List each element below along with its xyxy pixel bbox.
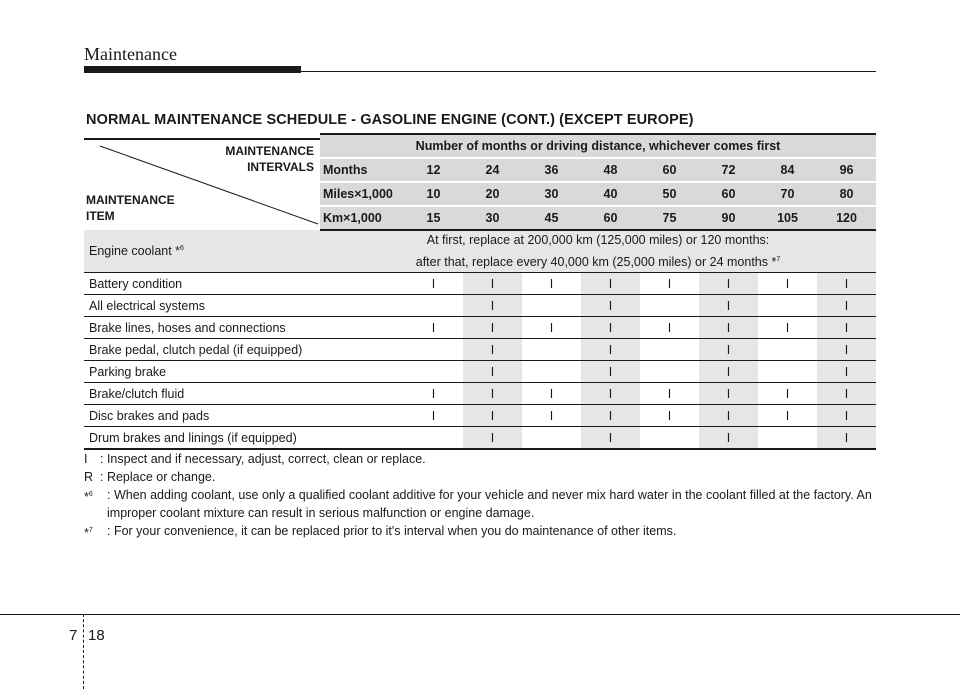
interval-value: 48 (581, 158, 640, 182)
item-name: Battery condition (84, 273, 320, 295)
item-name: Brake lines, hoses and connections (84, 317, 320, 339)
coolant-line-2 (320, 250, 876, 272)
legend-key-sup: 7 (88, 527, 93, 534)
inspection-mark: I (758, 383, 817, 405)
interval-value: 15 (404, 206, 463, 230)
inspection-mark: I (463, 361, 522, 383)
legend-key-sup: 6 (88, 491, 93, 498)
inspection-mark: I (699, 405, 758, 427)
inspection-mark: I (640, 383, 699, 405)
inspection-mark: I (463, 427, 522, 450)
inspection-mark (404, 295, 463, 317)
inspection-mark: I (463, 317, 522, 339)
inspection-mark: I (817, 383, 876, 405)
item-name: All electrical systems (84, 295, 320, 317)
legend-text: : When adding coolant, use only a qualified coolant additive for your vehicle and never mix hard water in the coolant filled at the factory. An improper coolant mixture can result in serious malfunction or engine damage. (107, 488, 872, 520)
interval-value: 45 (522, 206, 581, 230)
interval-value: 60 (581, 206, 640, 230)
inspection-mark: I (817, 339, 876, 361)
inspection-mark: I (699, 317, 758, 339)
table-row (84, 361, 876, 383)
inspection-mark: I (817, 361, 876, 383)
inspection-mark: I (817, 427, 876, 450)
inspection-mark: I (699, 427, 758, 450)
coolant-instruction (320, 230, 876, 273)
inspection-mark: I (817, 273, 876, 295)
interval-value: 50 (640, 182, 699, 206)
header-rule-thick (84, 66, 301, 73)
interval-value: 30 (463, 206, 522, 230)
legend-text: : Inspect and if necessary, adjust, correct, clean or replace. (100, 452, 426, 466)
interval-value: 120 (817, 206, 876, 230)
interval-value: 90 (699, 206, 758, 230)
item-name: Brake/clutch fluid (84, 383, 320, 405)
inspection-mark (758, 361, 817, 383)
table-row (84, 317, 876, 339)
inspection-mark: I (522, 317, 581, 339)
inspection-mark: I (404, 317, 463, 339)
legend-key-text: R (84, 470, 94, 484)
interval-value: 60 (640, 158, 699, 182)
inspection-mark: I (404, 405, 463, 427)
item-name: Parking brake (84, 361, 320, 383)
legend-key (84, 450, 87, 468)
inspection-mark (758, 427, 817, 450)
spacer-cell (320, 405, 404, 427)
inspection-mark (404, 339, 463, 361)
spacer-cell (320, 339, 404, 361)
coolant-item-name (84, 230, 320, 273)
item-name: Brake pedal, clutch pedal (if equipped) (84, 339, 320, 361)
inspection-mark: I (522, 405, 581, 427)
interval-value: 80 (817, 182, 876, 206)
inspection-mark: I (640, 317, 699, 339)
inspection-mark: I (581, 339, 640, 361)
inspection-mark: I (404, 383, 463, 405)
spacer-cell (320, 383, 404, 405)
inspection-mark: I (581, 317, 640, 339)
footer-rule (0, 614, 960, 615)
maintenance-schedule-table (84, 133, 876, 450)
table-row (84, 273, 876, 295)
coolant-line-1: At first, replace at 200,000 km (125,000 miles) or 120 months: (426, 233, 770, 247)
inspection-mark: I (581, 383, 640, 405)
coolant-line-2-sup: 7 (776, 256, 781, 263)
legend-key (84, 468, 93, 486)
inspection-mark: I (640, 273, 699, 295)
inspection-mark: I (699, 295, 758, 317)
item-name: Drum brakes and linings (if equipped) (84, 427, 320, 450)
legend-text: : For your convenience, it can be replaced prior to it's interval when you do maintenance of other items. (107, 524, 677, 538)
inspection-mark: I (817, 317, 876, 339)
interval-value: 105 (758, 206, 817, 230)
inspection-mark: I (758, 405, 817, 427)
legend-key (84, 486, 93, 506)
spacer-cell (320, 273, 404, 295)
inspection-mark (522, 295, 581, 317)
chapter-number: 7 (69, 627, 78, 644)
interval-value: 96 (817, 158, 876, 182)
inspection-mark: I (522, 383, 581, 405)
inspection-mark: I (817, 295, 876, 317)
inspection-mark: I (817, 405, 876, 427)
inspection-mark (522, 361, 581, 383)
inspection-mark (640, 295, 699, 317)
header-rule-thin (301, 71, 876, 72)
interval-row-label: Miles×1,000 (320, 182, 404, 206)
interval-header: Number of months or driving distance, whichever comes first (320, 134, 876, 158)
item-name: Disc brakes and pads (84, 405, 320, 427)
inspection-mark: I (581, 273, 640, 295)
legend-key-text: * (84, 526, 89, 541)
legend-note (84, 468, 884, 486)
inspection-mark: I (404, 273, 463, 295)
inspection-mark: I (640, 405, 699, 427)
inspection-mark (522, 427, 581, 450)
inspection-mark: I (463, 273, 522, 295)
spacer-cell (320, 427, 404, 450)
inspection-mark: I (581, 361, 640, 383)
inspection-mark: I (699, 339, 758, 361)
inspection-mark: I (463, 383, 522, 405)
interval-value: 10 (404, 182, 463, 206)
interval-row-label: Months (320, 158, 404, 182)
footer-divider (83, 614, 84, 689)
table-corner-header (84, 134, 320, 230)
inspection-mark: I (581, 427, 640, 450)
inspection-mark (640, 427, 699, 450)
inspection-mark: I (699, 383, 758, 405)
inspection-mark: I (699, 361, 758, 383)
table-row (84, 405, 876, 427)
legend-key-text: * (84, 490, 89, 505)
interval-value: 12 (404, 158, 463, 182)
coolant-line-2-text: after that, replace every 40,000 km (25,000 miles) or 24 months * (415, 255, 777, 270)
interval-value: 40 (581, 182, 640, 206)
inspection-mark: I (463, 405, 522, 427)
coolant-name-text: Engine coolant * (89, 244, 181, 259)
page-number: 18 (88, 627, 105, 644)
interval-value: 24 (463, 158, 522, 182)
inspection-mark: I (699, 273, 758, 295)
inspection-mark: I (522, 273, 581, 295)
inspection-mark (758, 295, 817, 317)
interval-value: 36 (522, 158, 581, 182)
table-row (84, 383, 876, 405)
spacer-cell (320, 295, 404, 317)
legend-note (84, 522, 884, 540)
coolant-name-sup: 6 (180, 244, 184, 252)
interval-value: 72 (699, 158, 758, 182)
table-row (84, 295, 876, 317)
inspection-mark (640, 339, 699, 361)
legend-text: : Replace or change. (100, 470, 216, 484)
inspection-mark: I (758, 317, 817, 339)
header-title: Maintenance (84, 44, 177, 64)
interval-value: 30 (522, 182, 581, 206)
inspection-mark (404, 361, 463, 383)
table-row (84, 427, 876, 450)
inspection-mark: I (463, 339, 522, 361)
spacer-cell (320, 361, 404, 383)
corner-intervals-label: MAINTENANCE INTERVALS (225, 144, 314, 174)
interval-value: 75 (640, 206, 699, 230)
legend-key-text: I (84, 452, 88, 466)
legend-note (84, 450, 884, 468)
inspection-mark: I (581, 405, 640, 427)
corner-item-label: MAINTENANCE ITEM (86, 193, 175, 223)
inspection-mark (404, 427, 463, 450)
legend-note (84, 486, 884, 522)
table-row (84, 339, 876, 361)
interval-value: 70 (758, 182, 817, 206)
coolant-row (84, 230, 876, 273)
interval-value: 84 (758, 158, 817, 182)
interval-row-label: Km×1,000 (320, 206, 404, 230)
section-title: NORMAL MAINTENANCE SCHEDULE - GASOLINE ENGINE (CONT.) (EXCEPT EUROPE) (86, 112, 694, 128)
inspection-mark: I (758, 273, 817, 295)
inspection-mark (758, 339, 817, 361)
inspection-mark (640, 361, 699, 383)
inspection-mark (522, 339, 581, 361)
interval-value: 20 (463, 182, 522, 206)
spacer-cell (320, 317, 404, 339)
legend-notes (84, 450, 884, 540)
legend-key (84, 522, 93, 542)
inspection-mark: I (581, 295, 640, 317)
inspection-mark: I (463, 295, 522, 317)
interval-value: 60 (699, 182, 758, 206)
